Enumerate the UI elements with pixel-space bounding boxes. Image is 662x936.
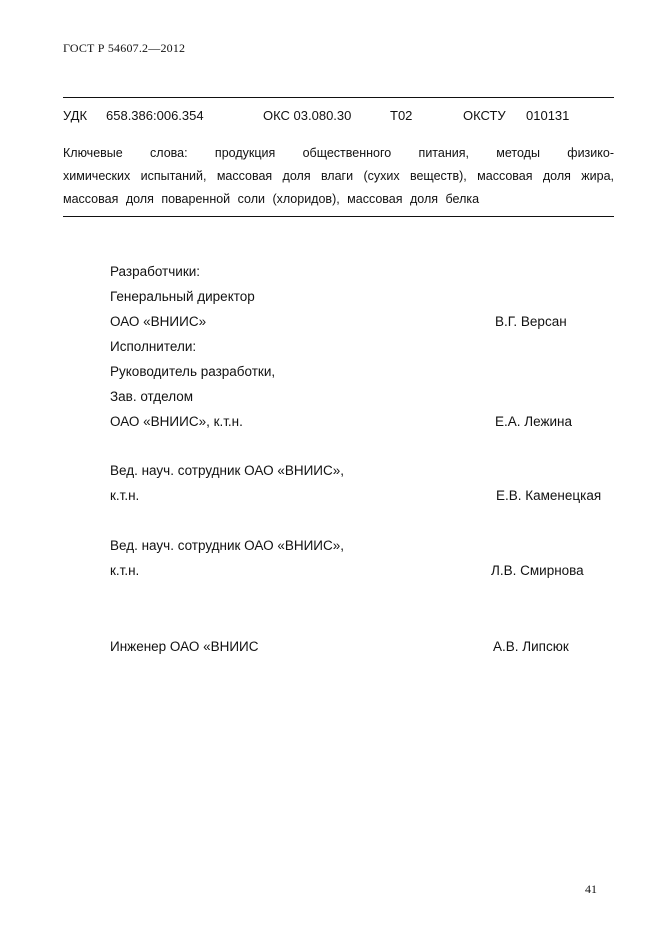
engineer-title: Инженер ОАО «ВНИИС xyxy=(110,639,259,654)
researcher2-name: Л.В. Смирнова xyxy=(491,563,584,578)
developers-heading: Разработчики: xyxy=(110,264,201,279)
bottom-divider xyxy=(63,216,614,217)
researcher1-title-row xyxy=(110,461,610,481)
researcher2-degree: к.т.н. xyxy=(110,563,140,578)
director-row xyxy=(110,312,610,332)
researcher2-row xyxy=(110,561,610,581)
engineer-name: А.В. Липсюк xyxy=(493,639,569,654)
director-name: В.Г. Версан xyxy=(495,314,567,329)
okstu-label: ОКСТУ xyxy=(463,108,506,123)
director-org: ОАО «ВНИИС» xyxy=(110,314,207,329)
lead-dept-row xyxy=(110,387,610,407)
researcher2-title: Вед. науч. сотрудник ОАО «ВНИИС», xyxy=(110,538,345,553)
t-code: Т02 xyxy=(390,108,413,123)
performers-row xyxy=(110,337,610,357)
udk-label: УДК xyxy=(63,108,88,123)
document-header: ГОСТ Р 54607.2—2012 xyxy=(63,41,186,55)
director-title-row xyxy=(110,287,610,307)
lead-dept: Зав. отделом xyxy=(110,389,194,404)
lead-row xyxy=(110,412,610,432)
okstu-value: 010131 xyxy=(526,108,570,123)
lead-title: Руководитель разработки, xyxy=(110,364,276,379)
researcher1-name: Е.В. Каменецкая xyxy=(496,488,602,503)
performers-heading: Исполнители: xyxy=(110,339,197,354)
page-number: 41 xyxy=(585,882,597,896)
lead-title-row xyxy=(110,362,610,382)
developers-row xyxy=(110,262,610,282)
udk-value: 658.386:006.354 xyxy=(106,108,204,123)
lead-org: ОАО «ВНИИС», к.т.н. xyxy=(110,414,243,429)
top-divider xyxy=(63,97,614,98)
researcher1-row xyxy=(110,486,610,506)
researcher1-degree: к.т.н. xyxy=(110,488,140,503)
researcher1-title: Вед. науч. сотрудник ОАО «ВНИИС», xyxy=(110,463,345,478)
oks-code: ОКС 03.080.30 xyxy=(263,108,352,123)
lead-name: Е.А. Лежина xyxy=(495,414,573,429)
keywords-line-1: Ключевые слова: продукция общественного питания, методы физико- xyxy=(63,146,614,160)
engineer-row xyxy=(110,637,610,657)
keywords-line-3: массовая доля поваренной соли (хлоридов), массовая доля белка xyxy=(63,192,480,206)
keywords-line-2: химических испытаний, массовая доля влаги (сухих веществ), массовая доля жира, xyxy=(63,169,614,183)
director-title: Генеральный директор xyxy=(110,289,255,304)
researcher2-title-row xyxy=(110,536,610,556)
